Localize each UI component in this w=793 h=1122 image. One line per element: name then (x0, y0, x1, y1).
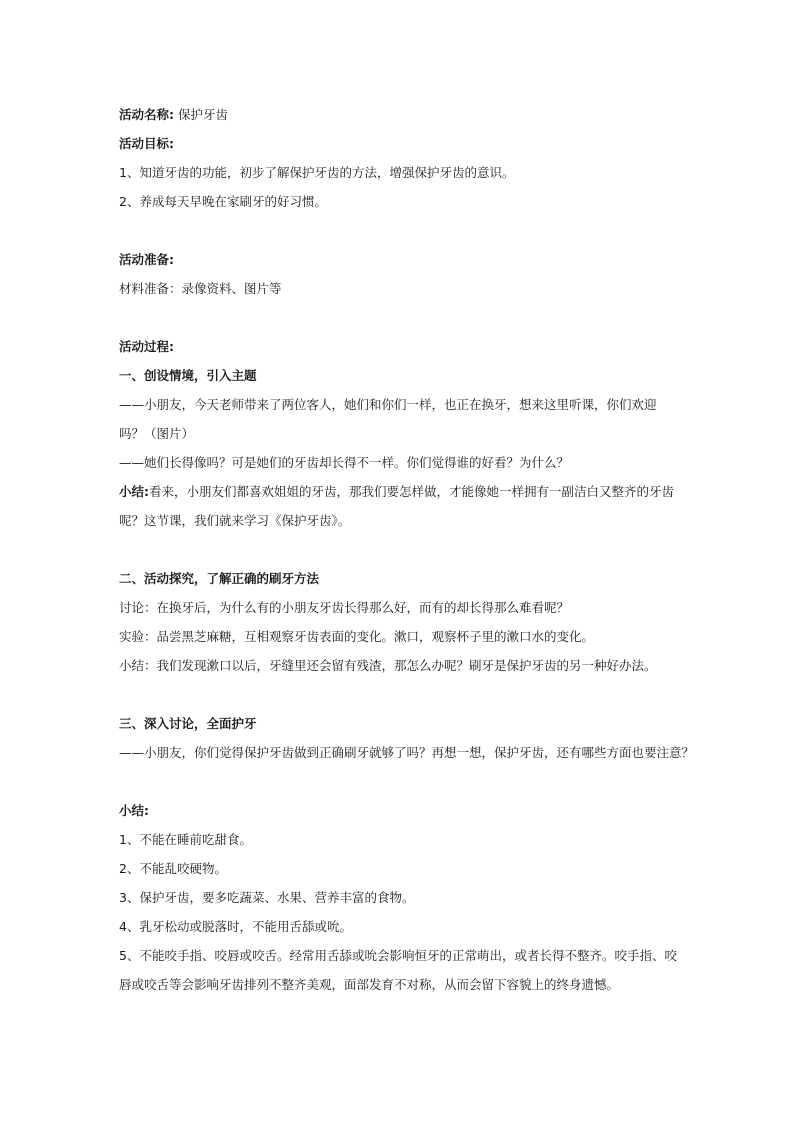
section-3-para: ——小朋友，你们觉得保护牙齿做到正确刷牙就够了吗？再想一想，保护牙齿，还有哪些方面也要注意？ (119, 745, 695, 760)
document-body (119, 100, 695, 999)
section-2-experiment: 实验：品尝黑芝麻糖，互相观察牙齿表面的变化。漱口，观察杯子里的漱口水的变化。 (119, 629, 595, 644)
preparation-materials: 材料准备：录像资料、图片等 (119, 281, 282, 296)
spacer (119, 767, 679, 796)
summary-item-2: 2、不能乱咬硬物。 (119, 861, 227, 876)
spacer (119, 535, 679, 564)
section-1-summary-label: 小结: (119, 484, 149, 499)
spacer (119, 680, 679, 709)
summary-item-4: 4、乳牙松动或脱落时，不能用舌舔或吮。 (119, 919, 352, 934)
goals-heading: 活动目标: (119, 136, 174, 151)
process-heading: 活动过程: (119, 339, 174, 354)
section-1-para-1: ——小朋友，今天老师带来了两位客人，她们和你们一样，也正在换牙，想来这里听课，你们欢迎吗？（图片） (119, 397, 657, 441)
summary-item-5: 5、不能咬手指、咬唇或咬舌。经常用舌舔或吮会影响恒牙的正常萌出，或者长得不整齐。咬手指、咬唇或咬舌等会影响牙齿排列不整齐美观，面部发育不对称，从而会留下容貌上的终身遗憾。 (119, 948, 677, 992)
activity-name-line (119, 100, 679, 129)
section-1-para-2: ——她们长得像吗？可是她们的牙齿却长得不一样。你们觉得谁的好看？为什么？ (119, 455, 570, 470)
preparation-heading: 活动准备: (119, 252, 174, 267)
summary-item-3: 3、保护牙齿，要多吃蔬菜、水果、营养丰富的食物。 (119, 890, 415, 905)
section-1-summary-text: 看来，小朋友们都喜欢姐姐的牙齿，那我们要怎样做，才能像她一样拥有一副洁白又整齐的牙齿呢？这节课，我们就来学习《保护牙齿》。 (119, 484, 675, 528)
section-2-title: 二、活动探究，了解正确的刷牙方法 (119, 571, 320, 586)
section-1-summary (119, 477, 679, 535)
spacer (119, 303, 679, 332)
activity-name-label: 活动名称: (119, 107, 174, 122)
section-2-discussion: 讨论：在换牙后，为什么有的小朋友牙齿长得那么好，而有的却长得那么难看呢？ (119, 600, 570, 615)
section-1-title: 一、创设情境，引入主题 (119, 368, 257, 383)
goal-item-2: 2、养成每天早晚在家刷牙的好习惯。 (119, 194, 327, 209)
activity-name-value: 保护牙齿 (177, 107, 228, 122)
summary-heading: 小结: (119, 803, 149, 818)
spacer (119, 216, 679, 245)
section-2-summary: 小结：我们发现漱口以后，牙缝里还会留有残渣，那怎么办呢？刷牙是保护牙齿的另一种好办法。 (119, 658, 657, 673)
goal-item-1: 1、知道牙齿的功能，初步了解保护牙齿的方法，增强保护牙齿的意识。 (119, 165, 515, 180)
section-3-title: 三、深入讨论，全面护牙 (119, 716, 257, 731)
summary-item-1: 1、不能在睡前吃甜食。 (119, 832, 252, 847)
